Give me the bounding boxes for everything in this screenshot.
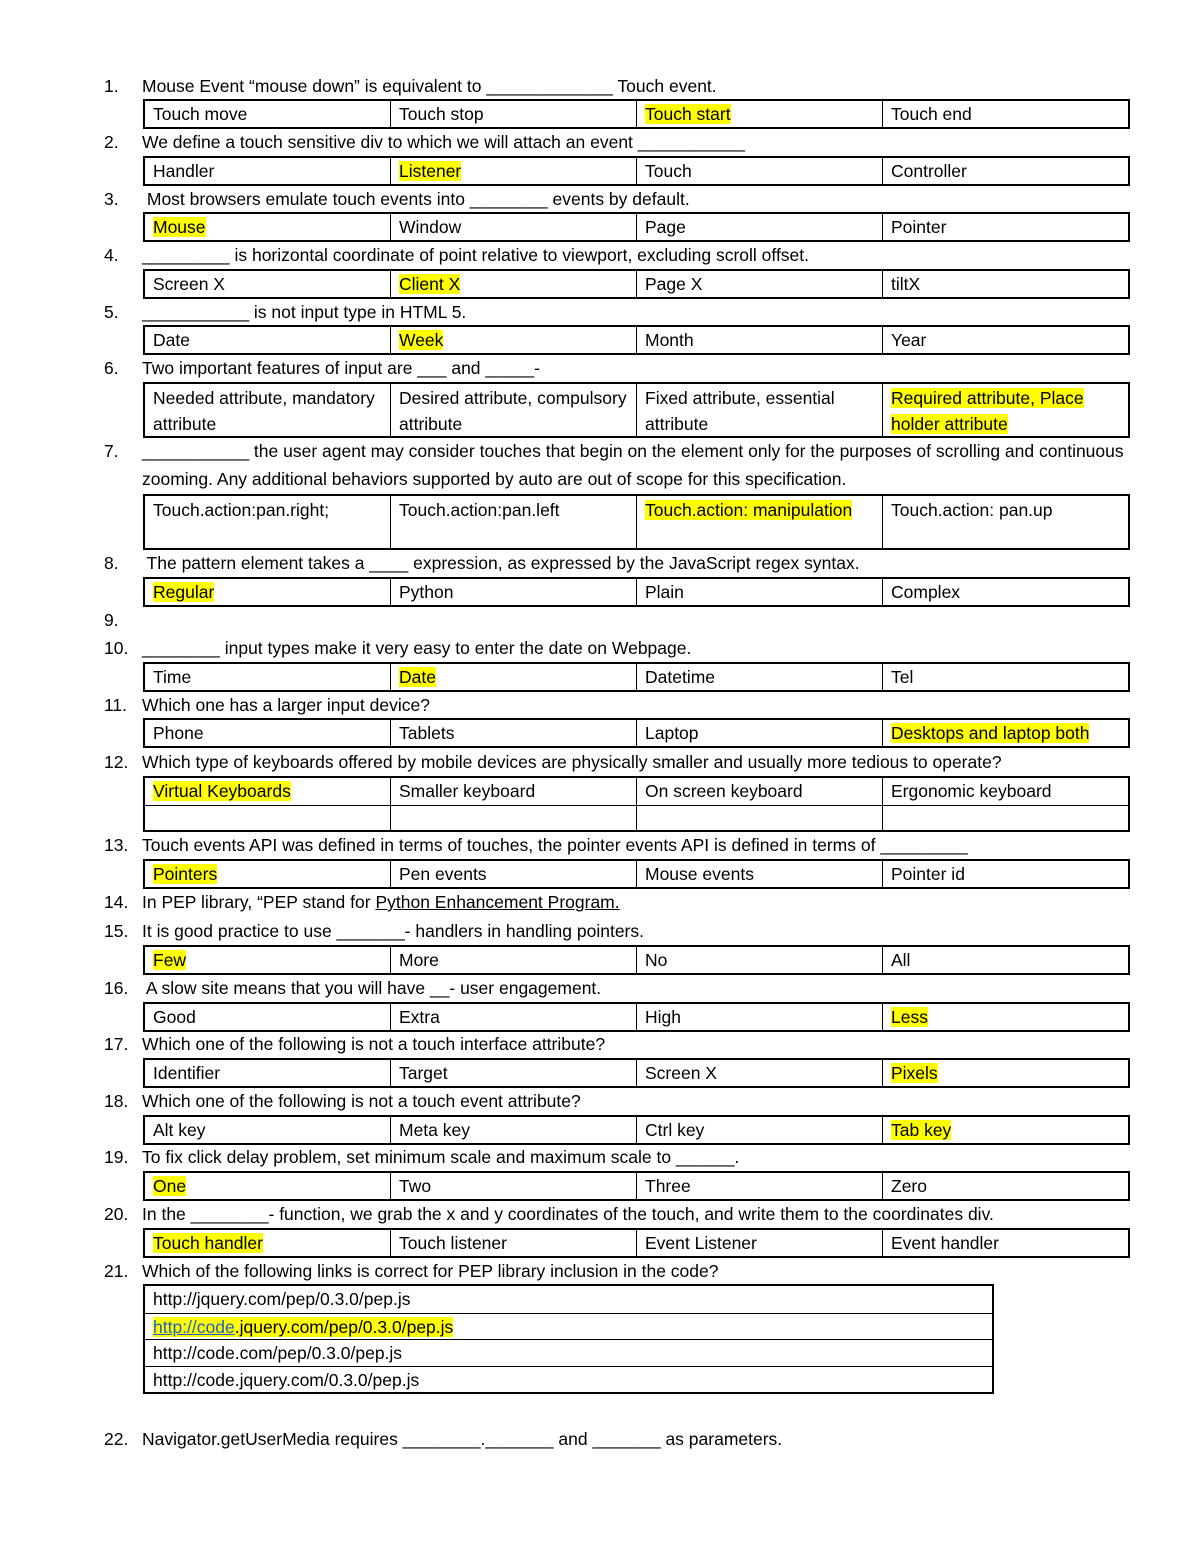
option-c: Ctrl key [636, 1117, 882, 1143]
option-d: Year [882, 327, 1128, 353]
question-text: ___________ is not input type in HTML 5. [142, 302, 467, 322]
option-b: Target [390, 1060, 636, 1086]
question-number: 17. [104, 1034, 129, 1054]
option-d [882, 1060, 1128, 1086]
option-a: Date [153, 330, 190, 350]
empty-cell [882, 806, 1128, 830]
option-d: Tel [882, 664, 1128, 690]
hyperlink[interactable]: http://code [153, 1316, 235, 1337]
question-text [142, 891, 620, 913]
option-b [390, 271, 636, 297]
option-d: Touch.action: pan.up [882, 496, 1128, 548]
option-d [882, 720, 1128, 746]
option-d: Complex [882, 579, 1128, 605]
option-b: Touch.action:pan.left [390, 496, 636, 548]
options-row-8 [143, 577, 1130, 607]
option-d: Touch end [882, 101, 1128, 127]
option-b: Touch stop [390, 101, 636, 127]
option-c: Touch [636, 158, 882, 184]
question-number: 22. [104, 1429, 129, 1449]
question-text: To fix click delay problem, set minimum scale and maximum scale to ______. [142, 1147, 740, 1167]
highlighted-answer: Pointers [153, 864, 218, 884]
highlighted-answer: Desktops and laptop both [891, 723, 1090, 743]
question-number: 2. [104, 132, 119, 152]
option-b [390, 327, 636, 353]
options-row-17 [143, 1058, 1130, 1088]
option-b: Meta key [390, 1117, 636, 1143]
option-a: Alt key [153, 1120, 206, 1140]
option-b [390, 664, 636, 690]
question-number: 3. [104, 189, 119, 209]
question-text: Which one of the following is not a touch event attribute? [142, 1091, 581, 1111]
question-number: 8. [104, 553, 119, 573]
options-row-12 [143, 776, 1130, 832]
link-rest: .jquery.com/pep/0.3.0/pep.js [234, 1316, 454, 1337]
underlined-answer: Python Enhancement Program. [375, 892, 620, 912]
link-option-a: http://jquery.com/pep/0.3.0/pep.js [153, 1289, 411, 1309]
option-a: Needed attribute, mandatory attribute [153, 388, 375, 434]
question-text: Which one has a larger input device? [142, 695, 430, 715]
question-number: 12. [104, 752, 129, 772]
option-c [636, 101, 882, 127]
option-d: Controller [882, 158, 1128, 184]
highlighted-answer: One [153, 1176, 187, 1196]
option-a [145, 778, 390, 805]
question-text: Which type of keyboards offered by mobile devices are physically smaller and usually more tedious to operate? [142, 752, 1002, 772]
question-text: Most browsers emulate touch events into ________ events by default. [142, 189, 690, 209]
highlighted-answer [153, 1317, 453, 1337]
option-c: On screen keyboard [636, 778, 882, 805]
empty-options-line [145, 806, 1128, 830]
highlighted-answer: Week [399, 330, 444, 350]
option-d: Pointer [882, 214, 1128, 240]
question-text: We define a touch sensitive div to which we will attach an event ___________ [142, 132, 745, 152]
options-row-20 [143, 1228, 1130, 1258]
option-a [145, 861, 390, 887]
option-a: Screen X [153, 274, 225, 294]
option-a: Identifier [153, 1063, 221, 1083]
highlighted-answer: Pixels [891, 1063, 938, 1083]
option-c: Event Listener [636, 1230, 882, 1256]
question-text: The pattern element takes a ____ expression, as expressed by the JavaScript regex syntax. [142, 553, 860, 573]
option-d [882, 384, 1128, 436]
option-a: Time [153, 667, 192, 687]
question-text: Navigator.getUserMedia requires ________._______ and _______ as parameters. [142, 1429, 783, 1449]
option-a [145, 1230, 390, 1256]
question-number: 21. [104, 1261, 129, 1281]
question-number: 6. [104, 358, 119, 378]
option-c: Month [636, 327, 882, 353]
options-row-18 [143, 1115, 1130, 1145]
option-a [145, 1173, 390, 1199]
question-number: 7. [104, 441, 119, 461]
option-c: Mouse events [636, 861, 882, 887]
highlighted-answer: Tab key [891, 1120, 952, 1140]
options-row-5 [143, 325, 1130, 355]
option-d: Zero [882, 1173, 1128, 1199]
option-d: Ergonomic keyboard [882, 778, 1128, 805]
question-text: Which of the following links is correct for PEP library inclusion in the code? [142, 1261, 719, 1281]
empty-cell [390, 806, 636, 830]
option-c: Plain [636, 579, 882, 605]
question-number: 15. [104, 921, 129, 941]
highlighted-answer: Less [891, 1007, 928, 1027]
options-row-1 [143, 99, 1130, 129]
highlighted-answer: Client X [399, 274, 461, 294]
highlighted-answer: Required attribute, Place holder attribute [891, 388, 1084, 434]
option-a: Touch.action:pan.right; [153, 500, 330, 520]
highlighted-answer: Regular [153, 582, 215, 602]
option-c: Fixed attribute, essential attribute [636, 384, 882, 436]
options-row-19 [143, 1171, 1130, 1201]
options-row-10 [143, 662, 1130, 692]
question-number: 16. [104, 978, 129, 998]
option-b: Python [390, 579, 636, 605]
empty-cell [145, 806, 390, 830]
option-a: Handler [153, 161, 215, 181]
option-c: Datetime [636, 664, 882, 690]
question-text: _________ is horizontal coordinate of point relative to viewport, excluding scroll offset. [142, 245, 810, 265]
question-text: In the ________- function, we grab the x and y coordinates of the touch, and write them to the coordinates div. [142, 1204, 994, 1224]
options-row-7 [143, 494, 1130, 550]
options-row-6 [143, 382, 1130, 438]
link-option-b [145, 1313, 992, 1340]
question-number: 5. [104, 302, 119, 322]
option-d: Pointer id [882, 861, 1128, 887]
options-row-13 [143, 859, 1130, 889]
option-a [145, 214, 390, 240]
option-c: Page X [636, 271, 882, 297]
question-number: 13. [104, 835, 129, 855]
question-text: ________ input types make it very easy to enter the date on Webpage. [142, 638, 692, 658]
option-c: Three [636, 1173, 882, 1199]
link-options-table [143, 1284, 994, 1394]
options-row-3 [143, 212, 1130, 242]
question-text-lead: In PEP library, “PEP stand for [142, 892, 376, 912]
question-text: It is good practice to use _______- handlers in handling pointers. [142, 921, 644, 941]
options-row-16 [143, 1002, 1130, 1032]
question-number: 14. [104, 892, 129, 912]
question-text: ___________ the user agent may consider touches that begin on the element only for the purposes of scrolling and continuous zooming. Any additional behaviors supported by auto are out of scope for this specification. [142, 441, 1124, 489]
option-b: Tablets [390, 720, 636, 746]
option-d: tiltX [882, 271, 1128, 297]
options-row-4 [143, 269, 1130, 299]
option-a: Good [153, 1007, 196, 1027]
question-number: 10. [104, 638, 129, 658]
highlighted-answer: Touch handler [153, 1233, 263, 1253]
question-number: 20. [104, 1204, 129, 1224]
option-b: More [390, 947, 636, 973]
option-d: Event handler [882, 1230, 1128, 1256]
option-c [636, 496, 882, 548]
option-d [882, 1117, 1128, 1143]
highlighted-answer: Date [399, 667, 436, 687]
question-number: 9. [104, 610, 119, 630]
link-option-c: http://code.com/pep/0.3.0/pep.js [145, 1339, 992, 1366]
option-a: Phone [153, 723, 204, 743]
option-c: Laptop [636, 720, 882, 746]
question-number: 1. [104, 76, 119, 96]
option-b: Window [390, 214, 636, 240]
question-text: Mouse Event “mouse down” is equivalent to _____________ Touch event. [142, 76, 717, 96]
highlighted-answer: Mouse [153, 217, 206, 237]
option-b: Pen events [390, 861, 636, 887]
option-b: Touch listener [390, 1230, 636, 1256]
option-a [145, 947, 390, 973]
empty-cell [636, 806, 882, 830]
option-c: No [636, 947, 882, 973]
highlighted-answer: Touch.action: manipulation [645, 500, 853, 520]
options-line [145, 778, 1128, 806]
option-b: Desired attribute, compulsory attribute [390, 384, 636, 436]
option-d [882, 1004, 1128, 1030]
question-text: Touch events API was defined in terms of touches, the pointer events API is defined in terms of _________ [142, 835, 968, 855]
question-text: A slow site means that you will have __- user engagement. [142, 978, 602, 998]
option-a [145, 579, 390, 605]
question-number: 11. [104, 695, 128, 715]
options-row-15 [143, 945, 1130, 975]
option-c: High [636, 1004, 882, 1030]
question-number: 4. [104, 245, 119, 265]
question-number: 18. [104, 1091, 129, 1111]
question-text: Which one of the following is not a touch interface attribute? [142, 1034, 606, 1054]
highlighted-answer: Few [153, 950, 187, 970]
option-c: Screen X [636, 1060, 882, 1086]
option-b: Two [390, 1173, 636, 1199]
option-b: Extra [390, 1004, 636, 1030]
options-row-11 [143, 718, 1130, 748]
option-b: Smaller keyboard [390, 778, 636, 805]
option-b [390, 158, 636, 184]
highlighted-answer: Virtual Keyboards [153, 781, 291, 801]
options-row-2 [143, 156, 1130, 186]
option-c: Page [636, 214, 882, 240]
option-a: Touch move [153, 104, 248, 124]
question-number: 19. [104, 1147, 129, 1167]
option-d: All [882, 947, 1128, 973]
highlighted-answer: Listener [399, 161, 462, 181]
link-option-d: http://code.jquery.com/0.3.0/pep.js [145, 1366, 992, 1393]
question-text: Two important features of input are ___ and _____- [142, 358, 540, 378]
highlighted-answer: Touch start [645, 104, 731, 124]
